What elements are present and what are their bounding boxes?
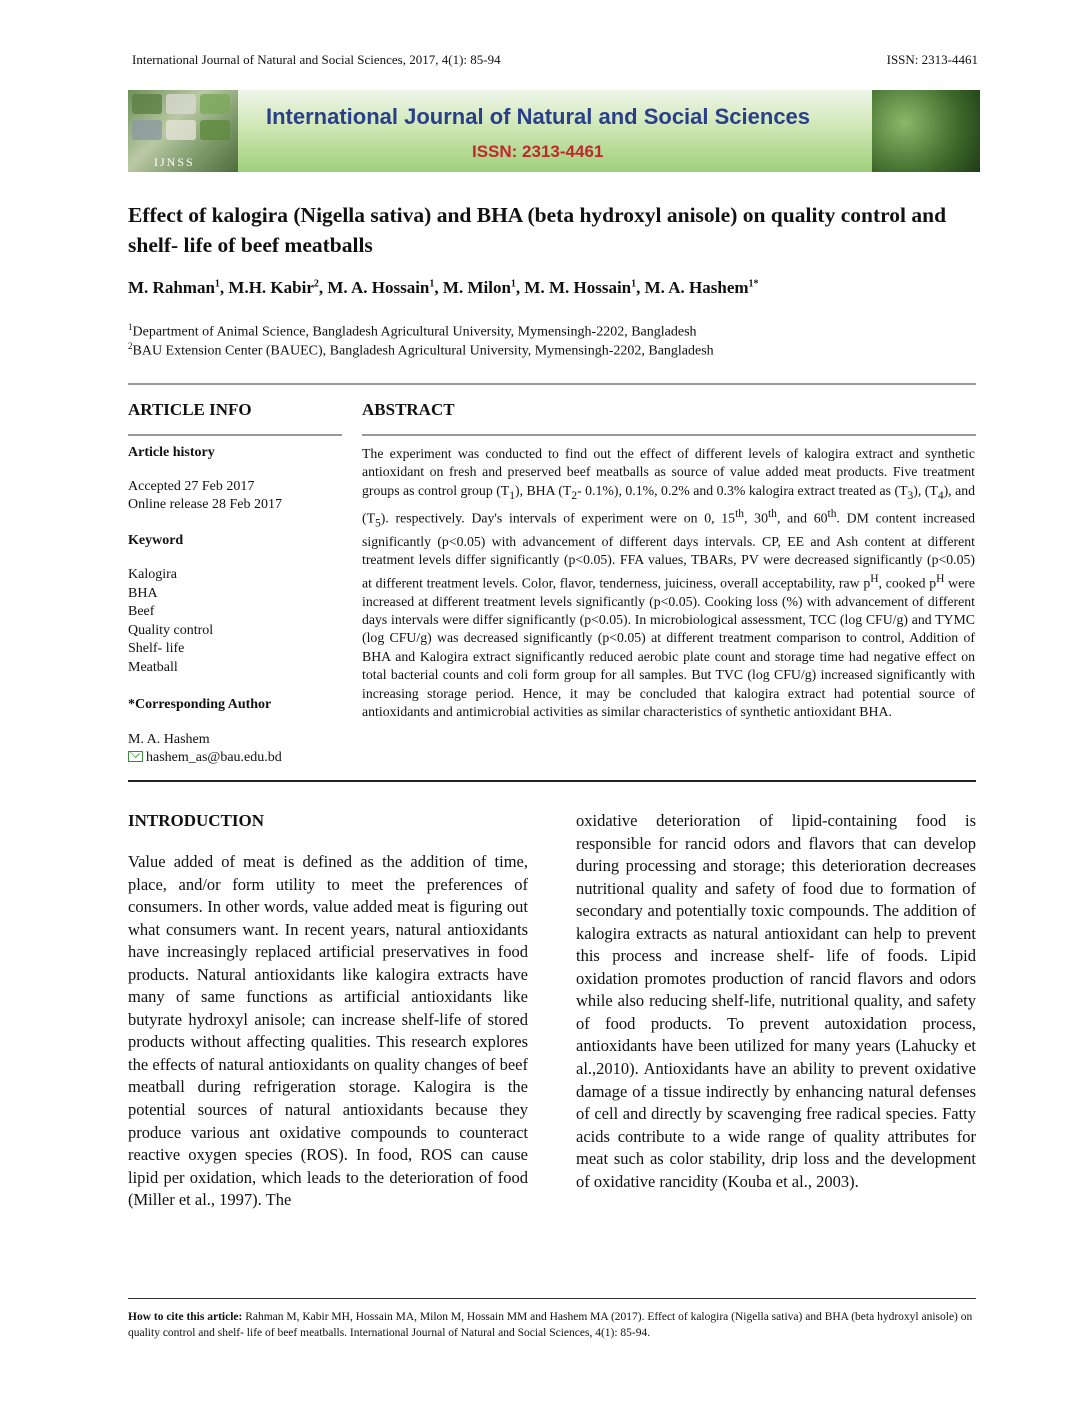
author-name: M. A. Hashem <box>644 278 749 297</box>
author-affil-sup: 1 <box>631 278 637 290</box>
superscript: H <box>870 572 879 585</box>
author-name: M. M. Hossain <box>524 278 632 297</box>
abstract-text: were increased at different treatment levels significantly (p<0.05). Cooking loss (%) with advancement of different days intervals were differ significantly (p<0.05). In microbiological assessment, TCC (log CFU/g) and TYMC (log CFU/g) was decreased significantly (p<0.05) at different treatment comparison to control, Addition of BHA and Kalogira extract significantly reduced aerobic plate count and storage time had negative effect on total bacterial counts and coli form group for all samples. But TVC (log CFU/g) increased significantly with increasing storage period. Hence, it may be concluded that kalogira extract had potential source of antioxidants and antimicrobial activities as similar characteristics of synthetic antioxidant BHA. <box>362 575 975 719</box>
article-title: Effect of kalogira (Nigella sativa) and BHA (beta hydroxyl anisole) on quality control and shelf- life of beef meatballs <box>128 203 947 257</box>
journal-banner <box>128 90 980 172</box>
affiliation-text: BAU Extension Center (BAUEC), Bangladesh Agricultural University, Mymensingh-2202, Bangladesh <box>132 343 714 359</box>
subscript: 5 <box>375 517 381 530</box>
abstract-text: ), (T <box>913 482 938 498</box>
author-name: M.H. Kabir <box>228 278 314 297</box>
journal-banner-title: International Journal of Natural and Social Sciences <box>266 104 811 129</box>
abstract-text: ), and (T <box>362 482 975 526</box>
logo-tile-plants <box>132 94 162 114</box>
affiliation-text: Department of Animal Science, Bangladesh Agricultural University, Mymensingh-2202, Bangladesh <box>132 324 697 340</box>
divider-abstract <box>362 434 976 436</box>
online-release-date: Online release 28 Feb 2017 <box>128 497 282 512</box>
logo-tile-flowers <box>200 120 230 140</box>
how-to-cite-text: Rahman M, Kabir MH, Hossain MA, Milon M, Hossain MM and Hashem MA (2017). Effect of kalogira (Nigella sativa) and BHA (beta hydroxyl anisole) on quality control and shelf- life of beef meatballs. International Journal of Natural and Social Sciences, 4(1): 85-94. <box>128 1311 973 1339</box>
divider-top <box>128 383 976 385</box>
superscript: th <box>767 507 777 520</box>
superscript: H <box>936 572 945 585</box>
author-name: M. A. Hossain <box>327 278 430 297</box>
keyword: Quality control <box>128 622 214 638</box>
author-affil-sup: 1 <box>214 278 220 290</box>
author-name: M. Milon <box>442 278 511 297</box>
introduction-left-column: Value added of meat is defined as the addition of time, place, and/or form utility to meet the preferences of consumers. In other words, value added meat is figuring out what consumers want. In recent years, natural antioxidants have increasingly replaced artificial preservatives in food products. Natural antioxidants like kalogira extracts have many of same functions as artificial antioxidants like butyrate hydroxyl anisole; can increase shelf-life of stored products without affecting qualities. This research explores the effects of natural antioxidants on quality changes of beef meatball during refrigeration storage. Kalogira is the potential sources of natural antioxidants because they produce various ant oxidative compounds to counteract reactive oxygen species (ROS). In food, ROS can cause lipid per oxidation, which leads to the deterioration of food (Miller et al., 1997). The <box>128 852 528 1210</box>
introduction-right-column: oxidative deterioration of lipid-containing food is responsible for rancid odors and flavors that can develop during processing and storage; this deterioration decreases nutritional quality and safety of food due to formation of secondary and potentially toxic compounds. The addition of kalogira extracts as natural antioxidant can help to prevent this process and increase shelf- life of foods. Lipid oxidation promotes production of rancid flavors and odors while also reducing shelf-life, nutritional quality, and safety of food products. To prevent autoxidation process, antioxidants have been utilized for many years (Lahucky et al.,2010). Antioxidants have an ability to prevent oxidative damage of a tissue indirectly by enhancing natural defenses of cell and directly by scavenging free radical species. Fatty acids contribute to a wide range of quality attributes for meat such as color stability, drip loss and the development of oxidative rancidity (Kouba et al., 2003). <box>576 811 976 1191</box>
logo-tile-leaves <box>200 94 230 114</box>
keyword: BHA <box>128 585 158 601</box>
logo-tile-insects <box>166 94 196 114</box>
superscript: th <box>735 507 745 520</box>
envelope-icon <box>128 751 143 762</box>
superscript: th <box>827 507 837 520</box>
journal-logo-collage <box>128 90 238 172</box>
affiliation <box>128 341 714 360</box>
logo-tile-cells <box>166 120 196 140</box>
author-affil-sup: 2 <box>313 278 319 290</box>
abstract-body <box>362 445 975 721</box>
logo-tile-fish <box>132 120 162 140</box>
abstract-text: - 0.1%), 0.1%, 0.2% and 0.3% kalogira extract treated as (T <box>577 482 908 498</box>
affiliation-sup: 1 <box>128 322 133 332</box>
author-affil-sup: 1 <box>429 278 435 290</box>
corresponding-author-label: *Corresponding Author <box>128 697 272 712</box>
affiliation <box>128 322 697 341</box>
journal-logo-text: IJNSS <box>154 155 195 169</box>
author-name: M. Rahman <box>128 278 215 297</box>
corresponding-author-email[interactable]: hashem_as@bau.edu.bd <box>146 750 282 765</box>
abstract-text: . DM content increased significantly (p<0.05) with advancement of different days intervals. CP, EE and Ash content at different treatment levels differ significantly (p<0.05). FFA values, TBARs, PV were decreased significantly (p<0.05) at different treatment levels. Color, flavor, tenderness, juiciness, overall acceptability, raw p <box>362 510 975 591</box>
abstract-text: , 30 <box>744 510 768 526</box>
subscript: 4 <box>937 489 944 502</box>
running-header-issn: ISSN: 2313-4461 <box>886 52 978 67</box>
abstract-text: ). respectively. Day's intervals of experiment were on 0, 15 <box>380 510 736 526</box>
divider-abstract-end <box>128 780 976 782</box>
abstract-text: The experiment was conducted to find out the effect of different levels of kalogira extract and synthetic antioxidant on fresh and preserved beef meatballs as source of value added meat products. Five treatment groups as control group (T <box>362 446 975 498</box>
introduction-heading: INTRODUCTION <box>128 811 265 830</box>
running-header-citation: International Journal of Natural and Social Sciences, 2017, 4(1): 85-94 <box>132 52 501 67</box>
corresponding-author-email-row <box>128 749 282 768</box>
abstract-text: , and 60 <box>776 510 828 526</box>
how-to-cite-label: How to cite this article: <box>128 1311 243 1323</box>
author-affil-sup: 1* <box>748 278 759 290</box>
affiliation-sup: 2 <box>128 341 133 351</box>
journal-banner-photo <box>872 90 980 172</box>
how-to-cite <box>128 1310 980 1341</box>
keyword: Kalogira <box>128 567 177 582</box>
subscript: 1 <box>509 489 515 502</box>
article-history-label: Article history <box>128 445 215 460</box>
keyword: Meatball <box>128 659 178 675</box>
divider-footer <box>128 1298 976 1299</box>
abstract-text: , cooked p <box>878 575 937 591</box>
journal-banner-issn: ISSN: 2313-4461 <box>472 142 604 161</box>
author-list: M. Rahman$^1$, M.H. Kabir$^2$, M. A. Hossain$^1$, M. Milon$^1$, M. M. Hossain$^1$, M. A. Hashem$^{1*}$ <box>128 278 759 297</box>
keyword: Beef <box>128 604 155 619</box>
abstract-heading: ABSTRACT <box>362 400 455 419</box>
divider-article-info <box>128 434 342 436</box>
article-info-heading: ARTICLE INFO <box>128 400 252 419</box>
subscript: 3 <box>907 489 914 502</box>
keyword-label: Keyword <box>128 533 184 548</box>
accepted-date: Accepted 27 Feb 2017 <box>128 479 255 494</box>
author-affil-sup: 1 <box>510 278 516 290</box>
keyword: Shelf- life <box>128 641 185 656</box>
keyword-list <box>128 566 213 677</box>
subscript: 2 <box>571 489 578 502</box>
abstract-text: ), BHA (T <box>514 482 572 498</box>
corresponding-author-name: M. A. Hashem <box>128 732 210 747</box>
